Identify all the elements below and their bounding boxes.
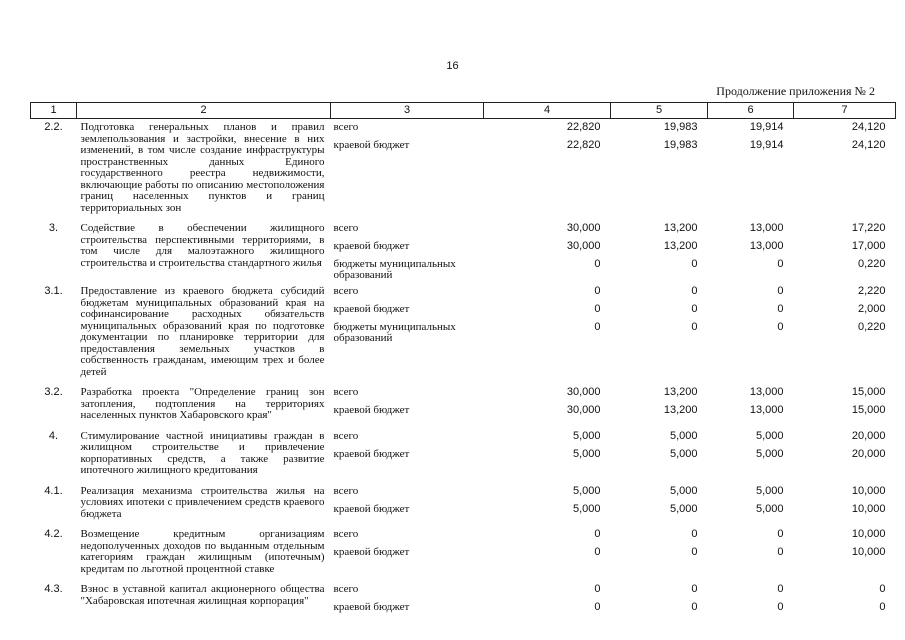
value: 0 <box>594 601 601 613</box>
item-name: Предоставление из краевого бюджета субсидий бюджетам муниципальных образований края на софинансирование расходных обязательств муниципальных образований края по подготовке документации по планировке территории для предоставления земельных участков в собственность гражданам, имеющим трех и более детей <box>80 285 325 378</box>
value: 24,120 <box>851 139 886 151</box>
funding-source: всего <box>333 528 359 540</box>
value: 13,200 <box>663 404 698 416</box>
value-cell-v7 <box>794 581 896 620</box>
funding-sources <box>331 119 484 221</box>
value-cell-v6 <box>708 119 794 221</box>
value-cell-v6 <box>708 384 794 428</box>
col-header-7: 7 <box>794 103 896 119</box>
funding-sources <box>331 384 484 428</box>
item-name: Взнос в уставной капитал акционерного общества "Хабаровская ипотечная жилищная корпорация" <box>80 583 325 607</box>
value-cell-v5 <box>611 283 708 384</box>
value: 5,000 <box>572 502 601 515</box>
funding-source: краевой бюджет <box>333 502 410 515</box>
value-cell-v4 <box>484 483 611 527</box>
value-cell-v4 <box>484 384 611 428</box>
value-cell-v4 <box>484 428 611 483</box>
value: 2,000 <box>857 303 886 315</box>
funding-source: бюджеты муниципальных образований <box>333 321 456 344</box>
value: 5,000 <box>755 484 784 497</box>
value: 5,000 <box>669 502 698 515</box>
table-row <box>31 384 896 428</box>
value: 0 <box>691 303 698 315</box>
table-row <box>31 220 896 283</box>
value: 10,000 <box>851 502 886 515</box>
item-name: Подготовка генеральных планов и правил землепользования и застройки, внесение в них изменений, в том числе создание инфраструктуры пространственных данных Единого государственного реестра недвижимости, включающие работы по описанию местоположения границ населенных пунктов и границ территориальных зон <box>80 121 325 214</box>
value: 0 <box>594 321 601 333</box>
value: 22,820 <box>566 139 601 151</box>
value: 19,914 <box>749 121 784 133</box>
value: 0 <box>691 321 698 333</box>
value-cell-v4 <box>484 220 611 283</box>
value-cell-v4 <box>484 581 611 620</box>
funding-source: краевой бюджет <box>333 447 410 460</box>
item-name: Содействие в обеспечении жилищного строительства перспективными территориями, в том числе для малоэтажного жилищного строительства и строительства стандартного жилья <box>80 222 325 269</box>
item-number: 2.2. <box>44 121 63 133</box>
funding-source: краевой бюджет <box>333 601 410 613</box>
table-row <box>31 483 896 527</box>
col-header-3: 3 <box>331 103 484 119</box>
funding-source: всего <box>333 121 359 133</box>
item-name: Разработка проекта "Определение границ зон затопления, подтопления на территориях населенных пунктов Хабаровского края" <box>80 386 325 421</box>
item-number: 3. <box>48 222 59 234</box>
value: 5,000 <box>755 429 784 442</box>
value-cell-v4 <box>484 283 611 384</box>
value: 0 <box>777 583 784 595</box>
funding-source: всего <box>333 484 359 497</box>
value: 19,983 <box>663 121 698 133</box>
value: 5,000 <box>669 429 698 442</box>
funding-sources <box>331 428 484 483</box>
value-cell-v6 <box>708 526 794 581</box>
value: 13,200 <box>663 240 698 252</box>
value: 5,000 <box>669 484 698 497</box>
funding-source: краевой бюджет <box>333 404 410 416</box>
value: 30,000 <box>566 404 601 416</box>
value: 19,914 <box>749 139 784 151</box>
value-cell-v7 <box>794 119 896 221</box>
value-cell-v5 <box>611 526 708 581</box>
value: 20,000 <box>851 429 886 442</box>
item-number: 4.2. <box>44 528 63 540</box>
value: 10,000 <box>851 484 886 497</box>
budget-table <box>30 102 896 620</box>
value: 0 <box>777 285 784 297</box>
funding-sources <box>331 283 484 384</box>
value: 0 <box>691 285 698 297</box>
funding-source: краевой бюджет <box>333 546 410 558</box>
value: 13,200 <box>663 386 698 398</box>
value: 0 <box>879 601 886 613</box>
value-cell-v7 <box>794 283 896 384</box>
value: 0 <box>777 321 784 333</box>
value-cell-v6 <box>708 581 794 620</box>
value: 13,000 <box>749 222 784 234</box>
table-row <box>31 283 896 384</box>
value: 5,000 <box>669 447 698 460</box>
value-cell-v6 <box>708 483 794 527</box>
value-cell-v6 <box>708 283 794 384</box>
value: 0 <box>777 546 784 558</box>
value: 0 <box>594 528 601 540</box>
value: 2,220 <box>857 285 886 297</box>
value: 0 <box>691 583 698 595</box>
item-name: Реализация механизма строительства жилья на условиях ипотеки с привлечением средств краевого бюджета <box>80 484 325 520</box>
value: 5,000 <box>572 484 601 497</box>
value-cell-v5 <box>611 119 708 221</box>
header-row <box>31 103 896 119</box>
value: 10,000 <box>851 546 886 558</box>
funding-sources <box>331 483 484 527</box>
value-cell-v5 <box>611 581 708 620</box>
value-cell-v5 <box>611 220 708 283</box>
value: 0 <box>594 285 601 297</box>
funding-sources <box>331 581 484 620</box>
value: 15,000 <box>851 404 886 416</box>
value-cell-v7 <box>794 220 896 283</box>
value: 0 <box>691 258 698 270</box>
funding-source: бюджеты муниципальных образований <box>333 258 456 281</box>
funding-source: краевой бюджет <box>333 139 410 151</box>
value: 19,983 <box>663 139 698 151</box>
value: 0 <box>691 546 698 558</box>
col-header-1: 1 <box>31 103 77 119</box>
value: 13,000 <box>749 404 784 416</box>
value: 5,000 <box>572 429 601 442</box>
value-cell-v7 <box>794 384 896 428</box>
table-row <box>31 526 896 581</box>
value-cell-v7 <box>794 428 896 483</box>
value: 0 <box>691 601 698 613</box>
value: 30,000 <box>566 386 601 398</box>
value-cell-v5 <box>611 384 708 428</box>
col-header-5: 5 <box>611 103 708 119</box>
page-number: 16 <box>446 60 459 72</box>
table-row <box>31 119 896 221</box>
value: 0 <box>777 601 784 613</box>
value: 0 <box>594 583 601 595</box>
value: 0,220 <box>857 258 886 270</box>
item-number: 3.2. <box>44 386 63 398</box>
funding-source: всего <box>333 429 359 442</box>
value: 13,000 <box>749 240 784 252</box>
col-header-6: 6 <box>708 103 794 119</box>
continuation-caption: Продолжение приложения № 2 <box>716 84 875 98</box>
value: 5,000 <box>755 502 784 515</box>
col-header-4: 4 <box>484 103 611 119</box>
value-cell-v7 <box>794 526 896 581</box>
value-cell-v6 <box>708 428 794 483</box>
value: 10,000 <box>851 528 886 540</box>
item-number: 4.3. <box>44 583 63 595</box>
value: 15,000 <box>851 386 886 398</box>
value: 0 <box>777 258 784 270</box>
item-name: Возмещение кредитным организациям недополученных доходов по выданным отдельным категориям граждан жилищным (ипотечным) кредитам по льготной процентной ставке <box>80 528 325 575</box>
value: 5,000 <box>755 447 784 460</box>
value: 22,820 <box>566 121 601 133</box>
value: 30,000 <box>566 222 601 234</box>
value: 0 <box>594 258 601 270</box>
item-number: 4.1. <box>44 484 63 497</box>
value: 0 <box>594 546 601 558</box>
value-cell-v4 <box>484 526 611 581</box>
value: 17,220 <box>851 222 886 234</box>
value-cell-v6 <box>708 220 794 283</box>
value: 0 <box>777 528 784 540</box>
item-number: 3.1. <box>44 285 63 297</box>
funding-source: краевой бюджет <box>333 240 410 252</box>
value: 24,120 <box>851 121 886 133</box>
value: 17,000 <box>851 240 886 252</box>
funding-source: всего <box>333 386 359 398</box>
table-row <box>31 428 896 483</box>
funding-sources <box>331 220 484 283</box>
value: 0,220 <box>857 321 886 333</box>
value: 0 <box>691 528 698 540</box>
funding-source: всего <box>333 285 359 297</box>
value: 0 <box>594 303 601 315</box>
value: 0 <box>777 303 784 315</box>
funding-source: всего <box>333 583 359 595</box>
value: 20,000 <box>851 447 886 460</box>
value-cell-v5 <box>611 483 708 527</box>
value-cell-v5 <box>611 428 708 483</box>
value-cell-v7 <box>794 483 896 527</box>
funding-sources <box>331 526 484 581</box>
item-number: 4. <box>48 429 59 442</box>
value: 13,200 <box>663 222 698 234</box>
funding-source: краевой бюджет <box>333 303 410 315</box>
table-row <box>31 581 896 620</box>
value: 13,000 <box>749 386 784 398</box>
item-name: Стимулирование частной инициативы граждан в жилищном строительстве и привлечение корпоративных средств, а также развитие ипотечного жилищного кредитования <box>80 429 325 476</box>
value: 0 <box>879 583 886 595</box>
value: 5,000 <box>572 447 601 460</box>
funding-source: всего <box>333 222 359 234</box>
value-cell-v4 <box>484 119 611 221</box>
value: 30,000 <box>566 240 601 252</box>
col-header-2: 2 <box>77 103 331 119</box>
